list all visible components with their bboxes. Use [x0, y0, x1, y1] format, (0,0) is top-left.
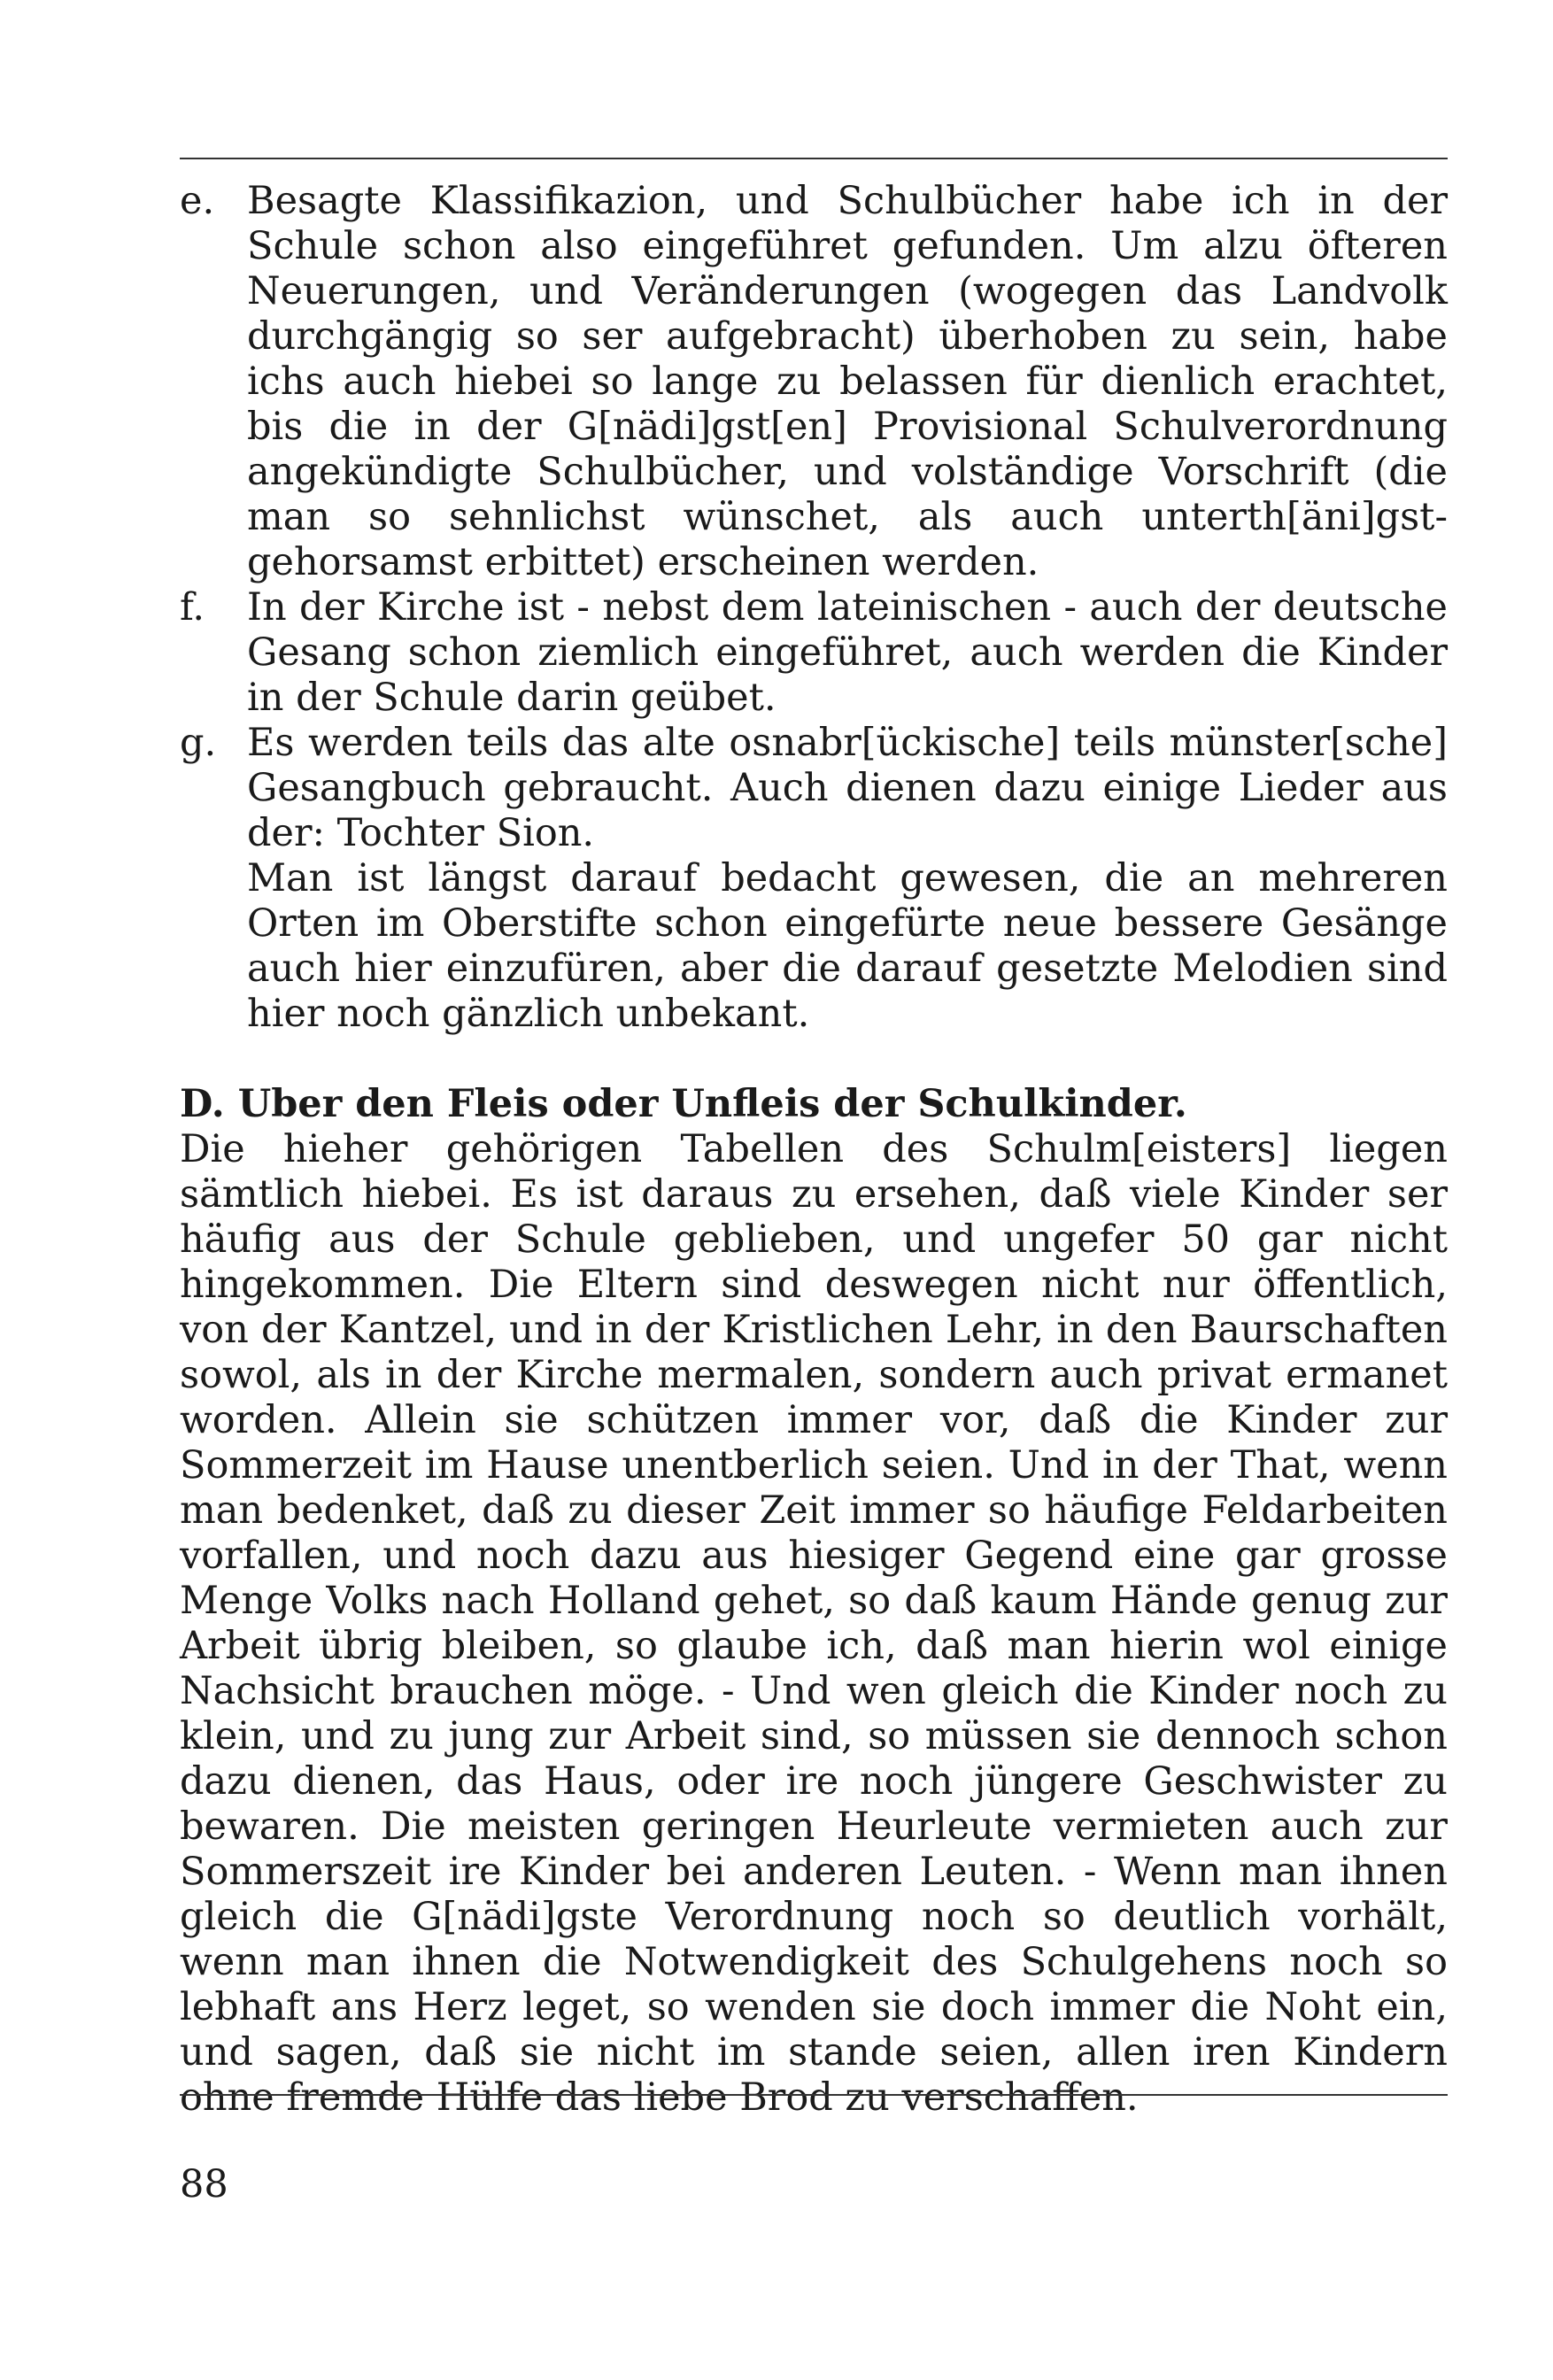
- list-marker: e.: [180, 179, 215, 223]
- list-item-text: Besagte Klassifikazion, und Schulbücher habe ich in der Schule schon also eingeführet gefunden. Um alzu öfteren Neuerungen, und Veränderungen (wogegen das Landvolk durchgängig so ser aufgebracht) überhoben zu sein, habe ichs auch hiebei so lange zu belassen für dienlich erachtet, bis die in der G[nädi]gst[en] Provisional Schulverordnung angekündigte Schulbücher, und volständige Vorschrift (die man so sehnlichst wünschet, als auch unterth[äni]gst-gehorsamst erbittet) erscheinen werden.: [247, 179, 1448, 584]
- list-item-f: [180, 585, 1448, 721]
- list-marker: g.: [180, 721, 217, 765]
- section-heading: D. Uber den Fleis oder Unfleis der Schulkinder.: [180, 1082, 1187, 1126]
- list-item-text: Es werden teils das alte osnabr[ückische] teils münster[sche] Gesangbuch gebraucht. Auch dienen dazu einige Lieder aus der: Tochter Sion.: [247, 721, 1448, 855]
- section-body: Die hieher gehörigen Tabellen des Schulm[eisters] liegen sämtlich hiebei. Es ist daraus zu ersehen, daß viele Kinder ser häufig aus der Schule geblieben, und ungefer 50 gar nicht hingekommen. Die Eltern sind deswegen nicht nur öffentlich, von der Kantzel, und in der Kristlichen Lehr, in den Baurschaften sowol, als in der Kirche mermalen, sondern auch privat ermanet worden. Allein sie schützen immer vor, daß die Kinder zur Sommerzeit im Hause unentberlich seien. Und in der That, wenn man bedenket, daß zu dieser Zeit immer so häufige Feldarbeiten vorfallen, und noch dazu aus hiesiger Gegend eine gar grosse Menge Volks nach Holland gehet, so daß kaum Hände genug zur Arbeit übrig bleiben, so glaube ich, daß man hierin wol einige Nachsicht brauchen möge. - Und wen gleich die Kinder noch zu klein, und zu jung zur Arbeit sind, so müssen sie dennoch schon dazu dienen, das Haus, oder ire noch jüngere Geschwister zu bewaren. Die meisten geringen Heurleute vermieten auch zur Sommerszeit ire Kinder bei anderen Leuten. - Wenn man ihnen gleich die G[nädi]gste Verordnung noch so deutlich vorhält, wenn man ihnen die Notwendigkeit des Schulgehens noch so lebhaft ans Herz leget, so wenden sie doch immer die Noht ein, und sagen, daß sie nicht im stande seien, allen iren Kindern ohne fremde Hülfe das liebe Brod zu verschaffen.: [180, 1127, 1448, 2120]
- list-item-text: In der Kirche ist - nebst dem lateinischen - auch der deutsche Gesang schon ziemlich eingeführet, auch werden die Kinder in der Schule darin geübet.: [247, 585, 1448, 720]
- top-rule: [180, 158, 1448, 159]
- bottom-rule: [180, 2094, 1448, 2096]
- list-item-e: [180, 179, 1448, 585]
- list-item-continuation-text: Man ist längst darauf bedacht gewesen, die an mehreren Orten im Oberstifte schon eingefürte neue bessere Gesänge auch hier einzufüren, aber die darauf gesetzte Melodien sind hier noch gänzlich unbekant.: [247, 856, 1448, 1036]
- list-marker: f.: [180, 585, 205, 630]
- list-item-g-continuation: [180, 856, 1448, 1037]
- page-number: 88: [180, 2162, 228, 2206]
- list-item-g: [180, 721, 1448, 856]
